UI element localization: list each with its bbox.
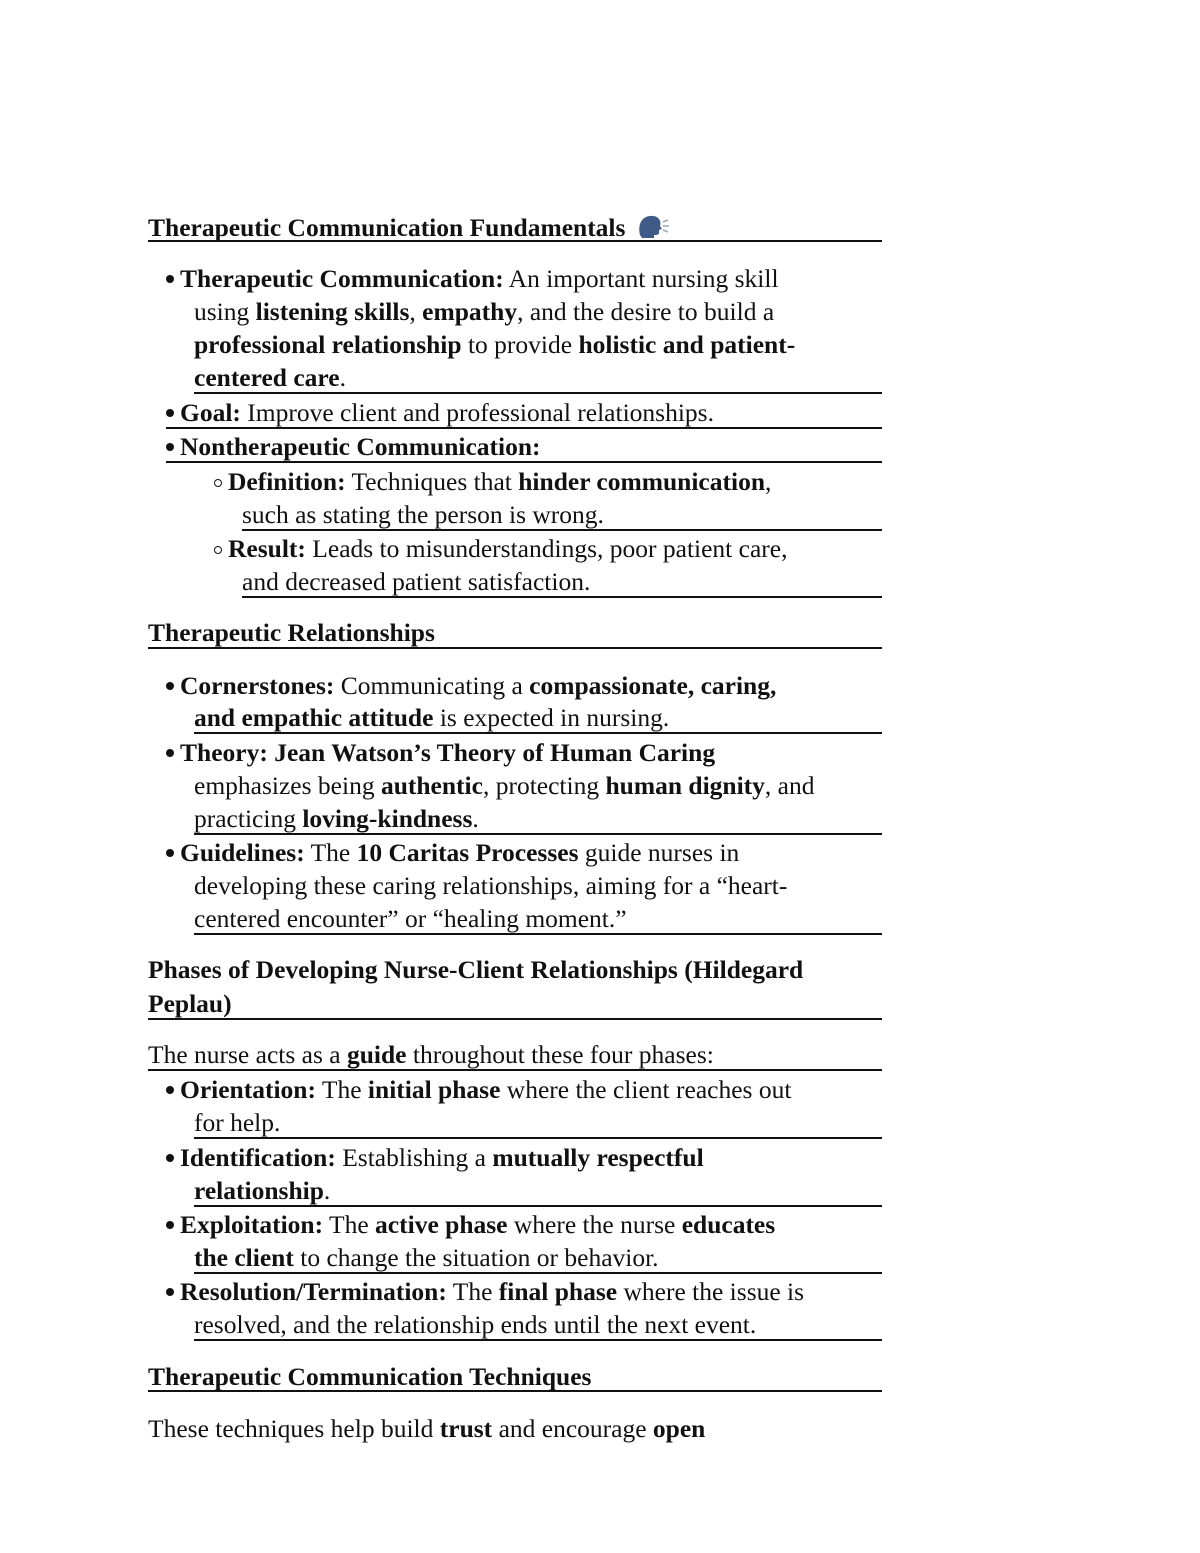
divider (194, 1272, 882, 1274)
divider (194, 392, 882, 394)
bullet-icon (166, 682, 174, 690)
bullet-icon (166, 749, 174, 757)
bullet-icon (166, 1221, 174, 1229)
divider (194, 933, 882, 935)
section-heading-techniques: Therapeutic Communication Techniques (148, 1362, 592, 1391)
bullet-icon (166, 849, 174, 857)
speaking-head-icon (636, 213, 670, 247)
bullet-icon (166, 275, 174, 283)
divider (148, 647, 882, 649)
hollow-bullet-icon (214, 479, 222, 487)
list-item-nontherapeutic: Nontherapeutic Communication: (166, 430, 541, 463)
divider (148, 1390, 882, 1392)
bullet-icon (166, 1154, 174, 1162)
divider (194, 833, 882, 835)
divider (194, 732, 882, 734)
bullet-icon (166, 1086, 174, 1094)
divider (194, 1137, 882, 1139)
list-item-goal: Goal: Improve client and professional relationships. (166, 396, 714, 429)
divider (242, 529, 882, 531)
bullet-icon (166, 443, 174, 451)
divider (148, 240, 882, 242)
divider (242, 596, 882, 598)
divider (166, 427, 882, 429)
bullet-icon (166, 409, 174, 417)
bullet-icon (166, 1288, 174, 1296)
section-heading-relationships: Therapeutic Relationships (148, 618, 435, 647)
phases-intro: The nurse acts as a guide throughout these four phases: (148, 1040, 714, 1069)
divider (194, 1205, 882, 1207)
hollow-bullet-icon (214, 546, 222, 554)
divider (148, 1018, 882, 1020)
divider (194, 1339, 882, 1341)
section-heading-fundamentals: Therapeutic Communication Fundamentals (148, 211, 670, 244)
divider (166, 461, 882, 463)
divider (148, 1069, 882, 1071)
techniques-intro: These techniques help build trust and encourage open (148, 1414, 706, 1443)
